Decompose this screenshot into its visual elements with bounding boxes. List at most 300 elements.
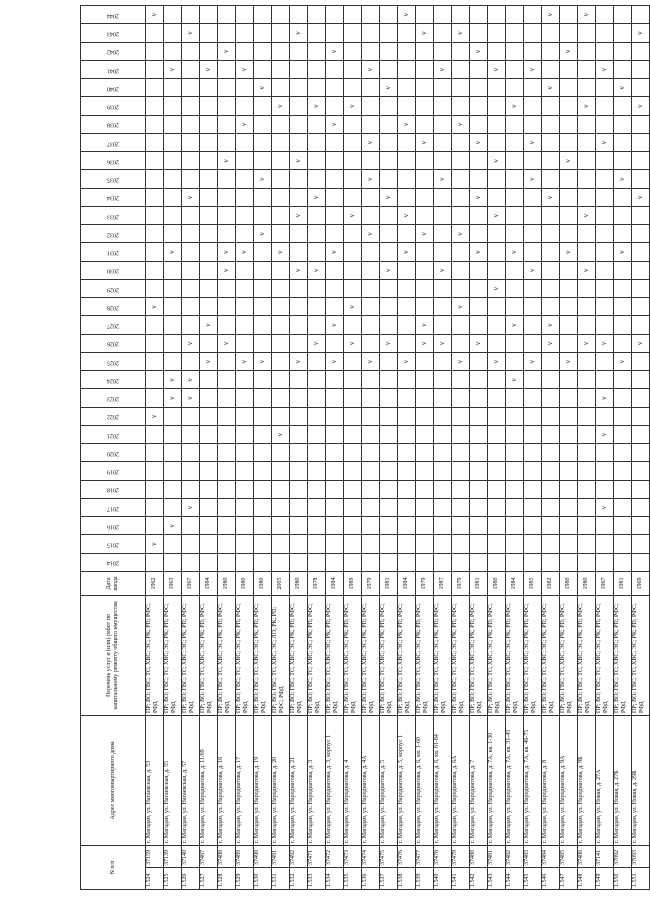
year-mark-cell [344,60,362,78]
table-header-row [81,6,146,890]
year-mark-cell [254,60,272,78]
year-mark-cell: v [326,352,344,370]
year-mark-cell [200,225,218,243]
year-mark-cell: v [362,133,380,151]
year-mark-cell [614,298,632,316]
header-year: 2040 [81,79,146,97]
year-mark-cell [380,115,398,133]
year-mark-cell: v [506,371,524,389]
works-list: ПР; ВО; ГВС; ТС; ХВС; ЭС; РК; РП; РФС; РФД [578,595,596,715]
year-mark-cell [146,79,164,97]
year-mark-cell [560,553,578,571]
year-mark-cell [344,24,362,42]
year-mark-cell: v [236,352,254,370]
year-mark-cell [398,462,416,480]
year-mark-cell: v [506,97,524,115]
year-mark-cell [578,170,596,188]
year-mark-cell [308,243,326,261]
year-mark-cell [362,115,380,133]
year-mark-cell [362,407,380,425]
table-row [254,6,272,890]
building-code: 37486 [578,845,596,867]
works-list: ПР; ВО; ГВС; ТС; ХВС; ЭС; РК; РП; РФС; РФД [290,595,308,715]
year-mark-cell [470,352,488,370]
year-mark-cell [290,279,308,297]
header-year: 2039 [81,97,146,115]
year-mark-cell: v [524,352,542,370]
year-mark-cell [614,42,632,60]
year-mark-cell [398,517,416,535]
year-mark-cell: v [200,60,218,78]
year-mark-cell [434,298,452,316]
year-mark-cell [236,462,254,480]
year-mark-cell [380,225,398,243]
year-mark-cell [470,279,488,297]
year-mark-cell [344,42,362,60]
building-code: 37480 [470,845,488,867]
year-mark-cell [452,279,470,297]
year-mark-cell [200,298,218,316]
year-mark-cell [452,6,470,24]
year-mark-cell [272,480,290,498]
year-mark-cell [614,425,632,443]
year-mark-cell [272,225,290,243]
year-mark-cell: v [416,225,434,243]
row-number: 1.534 [326,868,344,890]
year-mark-cell [146,279,164,297]
year-mark-cell [434,206,452,224]
building-address: г. Магадан, ул. Народнатова, д. 4А [362,715,380,845]
year-mark-cell [632,206,650,224]
works-list: ПР; ВО; ГВС; ТС; ХВС; ЭС; РК; РП; РФС; РФД [380,595,398,715]
year-mark-cell [614,6,632,24]
header-year: 2015 [81,535,146,553]
year-mark-cell [614,480,632,498]
table-row [218,6,236,890]
header-year: 2041 [81,60,146,78]
building-address: г. Магадан, ул. Нагаевская, д. 55 [164,715,182,845]
year-mark-cell: v [470,42,488,60]
year-mark-cell [434,535,452,553]
year-mark-cell [164,444,182,462]
year-mark-cell [596,371,614,389]
year-mark-cell [524,188,542,206]
year-mark-cell [632,298,650,316]
year-mark-cell [290,133,308,151]
year-mark-cell [488,480,506,498]
year-mark-cell [146,243,164,261]
year-mark-cell [254,425,272,443]
year-mark-cell [326,334,344,352]
year-mark-cell [272,115,290,133]
year-mark-cell [452,334,470,352]
year-mark-cell: v [596,425,614,443]
year-mark-cell [506,279,524,297]
year-mark-cell [272,133,290,151]
year-mark-cell [182,352,200,370]
year-mark-cell [380,444,398,462]
year-mark-cell [236,279,254,297]
year-mark-cell [380,535,398,553]
year-mark-cell [164,352,182,370]
year-mark-cell [434,115,452,133]
year-mark-cell [146,389,164,407]
year-mark-cell [632,152,650,170]
year-mark-cell [578,498,596,516]
header-year: 2035 [81,170,146,188]
year-mark-cell [200,425,218,443]
year-mark-cell [596,97,614,115]
year-mark-cell [218,535,236,553]
year-mark-cell [560,316,578,334]
year-mark-cell [326,444,344,462]
commission-year: 1984 [200,571,218,595]
year-mark-cell [290,553,308,571]
year-mark-cell [218,115,236,133]
year-mark-cell [164,425,182,443]
year-mark-cell [542,225,560,243]
year-mark-cell [344,535,362,553]
building-code: 37139 [164,845,182,867]
year-mark-cell: v [218,334,236,352]
year-mark-cell [236,425,254,443]
building-code: 37481 [488,845,506,867]
year-mark-cell [236,188,254,206]
commission-year: 1980 [236,571,254,595]
row-number: 1.541 [452,868,470,890]
year-mark-cell [272,24,290,42]
year-mark-cell: v [488,352,506,370]
year-mark-cell [434,352,452,370]
year-mark-cell [164,316,182,334]
year-mark-cell [506,334,524,352]
building-code: 37471 [308,845,326,867]
year-mark-cell [308,352,326,370]
year-mark-cell [308,60,326,78]
year-mark-cell [560,225,578,243]
year-mark-cell [218,480,236,498]
year-mark-cell [578,79,596,97]
year-mark-cell [434,24,452,42]
year-mark-cell [596,553,614,571]
year-mark-cell [596,206,614,224]
year-mark-cell [308,517,326,535]
year-mark-cell [596,115,614,133]
header-year: 2034 [81,188,146,206]
year-mark-cell [524,279,542,297]
year-mark-cell [416,480,434,498]
building-code: 37492 [290,845,308,867]
year-mark-cell [452,425,470,443]
row-number: 1.543 [488,868,506,890]
table-row [362,6,380,890]
year-mark-cell [182,261,200,279]
row-number: 1.524 [146,868,164,890]
year-mark-cell [164,79,182,97]
year-mark-cell [380,425,398,443]
year-mark-cell [470,206,488,224]
year-mark-cell [308,24,326,42]
year-mark-cell [524,97,542,115]
year-mark-cell [236,170,254,188]
year-mark-cell [560,24,578,42]
year-mark-cell [200,389,218,407]
year-mark-cell [344,6,362,24]
commission-year: 1984 [398,571,416,595]
year-mark-cell [362,298,380,316]
year-mark-cell [632,60,650,78]
year-mark-cell: v [560,352,578,370]
year-mark-cell: v [326,42,344,60]
year-mark-cell [452,188,470,206]
table-row [434,6,452,890]
year-mark-cell [308,498,326,516]
year-mark-cell [416,389,434,407]
year-mark-cell [470,425,488,443]
building-address: г. Магадан, ул. Нагаевская, д. 53 [146,715,164,845]
year-mark-cell [542,425,560,443]
works-list: ПР; ВО; ГВС; ТС; ХВС; ЭС; РК; РП; РФС; РФД [488,595,506,715]
year-mark-cell: v [542,188,560,206]
year-mark-cell: v [506,243,524,261]
year-mark-cell [254,206,272,224]
building-code: 37475 [380,845,398,867]
year-mark-cell [272,462,290,480]
year-mark-cell [362,517,380,535]
building-code: 37141 [596,845,614,867]
year-mark-cell [308,425,326,443]
year-mark-cell [182,407,200,425]
year-mark-cell [308,206,326,224]
year-mark-cell [362,6,380,24]
year-mark-cell [380,316,398,334]
year-mark-cell: v [326,243,344,261]
year-mark-cell: v [614,352,632,370]
year-mark-cell [470,79,488,97]
commission-year: 1979 [452,571,470,595]
year-mark-cell [524,298,542,316]
building-address: г. Магадан, ул. Народнатова, д. 7А, кв. 1-30 [488,715,506,845]
year-mark-cell [434,152,452,170]
year-mark-cell [488,42,506,60]
year-mark-cell [470,553,488,571]
year-mark-cell [164,42,182,60]
year-mark-cell [506,444,524,462]
year-mark-cell [290,425,308,443]
year-mark-cell [290,389,308,407]
building-code: 37476 [398,845,416,867]
year-mark-cell [524,498,542,516]
year-mark-cell [596,279,614,297]
year-mark-cell [578,425,596,443]
year-mark-cell [326,480,344,498]
table-row [308,6,326,890]
year-mark-cell [236,298,254,316]
year-mark-cell [632,517,650,535]
year-mark-cell: v [506,316,524,334]
year-mark-cell: v [344,97,362,115]
year-mark-cell [218,444,236,462]
year-mark-cell: v [308,188,326,206]
year-mark-cell [614,261,632,279]
table-row [632,6,650,890]
row-number: 1.533 [308,868,326,890]
row-number: 1.535 [344,868,362,890]
year-mark-cell [488,407,506,425]
year-mark-cell [434,6,452,24]
year-mark-cell [578,389,596,407]
year-mark-cell [290,243,308,261]
building-address: г. Магадан, ул. Народнатова, д. 6, кв. 1-60 [416,715,434,845]
year-mark-cell [146,553,164,571]
year-mark-cell: v [542,6,560,24]
header-year: 2019 [81,462,146,480]
year-mark-cell [290,79,308,97]
header-year: 2030 [81,261,146,279]
year-mark-cell [326,152,344,170]
year-mark-cell [614,389,632,407]
year-mark-cell [146,425,164,443]
year-mark-cell [632,462,650,480]
year-mark-cell: v [290,352,308,370]
year-mark-cell: v [272,425,290,443]
works-list: ПР; ВО; ГВС; ТС; ХВС; ЭС; РК; РП; РФС; РФД [434,595,452,715]
works-list: ПР; ВО; ГВС; ТС; ХВС; ЭС; РК; РП; РФС; РФД [362,595,380,715]
year-mark-cell [326,60,344,78]
year-mark-cell [254,316,272,334]
year-mark-cell [596,517,614,535]
year-mark-cell [470,261,488,279]
year-mark-cell [578,225,596,243]
year-mark-cell [596,535,614,553]
year-mark-cell [560,480,578,498]
year-mark-cell [326,425,344,443]
year-mark-cell [488,24,506,42]
year-mark-cell [380,6,398,24]
year-mark-cell [488,170,506,188]
year-mark-cell [362,371,380,389]
year-mark-cell [416,60,434,78]
year-mark-cell [524,407,542,425]
year-mark-cell: v [560,152,578,170]
year-mark-cell [542,498,560,516]
year-mark-cell: v [560,243,578,261]
year-mark-cell [398,334,416,352]
year-mark-cell [326,279,344,297]
building-address: г. Магадан, ул. Народнатова, д. 20 [272,715,290,845]
year-mark-cell [632,535,650,553]
header-year: 2032 [81,225,146,243]
year-mark-cell [308,553,326,571]
year-mark-cell [380,462,398,480]
header-year: 2016 [81,517,146,535]
year-mark-cell [596,152,614,170]
year-mark-cell [398,152,416,170]
year-mark-cell [560,188,578,206]
year-mark-cell [272,42,290,60]
year-mark-cell: v [488,279,506,297]
year-mark-cell [452,206,470,224]
commission-year: 2005 [272,571,290,595]
year-mark-cell [146,462,164,480]
year-mark-cell [164,97,182,115]
year-mark-cell [218,279,236,297]
year-mark-cell [506,462,524,480]
year-mark-cell [218,133,236,151]
commission-year: 1979 [416,571,434,595]
year-mark-cell [416,279,434,297]
commission-year: 1978 [308,571,326,595]
year-mark-cell [290,60,308,78]
header-year: 2042 [81,42,146,60]
year-mark-cell [452,480,470,498]
year-mark-cell [524,389,542,407]
year-mark-cell [326,498,344,516]
year-mark-cell [470,6,488,24]
building-address: г. Магадан, ул. Народнатова, д. 3, корпус 1 [326,715,344,845]
header-year: 2023 [81,389,146,407]
year-mark-cell [308,407,326,425]
year-mark-cell [578,535,596,553]
year-mark-cell [614,371,632,389]
year-mark-cell: v [164,389,182,407]
year-mark-cell [236,97,254,115]
year-mark-cell [272,371,290,389]
table-row [596,6,614,890]
year-mark-cell [200,535,218,553]
year-mark-cell [272,517,290,535]
year-mark-cell [452,316,470,334]
year-mark-cell: v [344,206,362,224]
year-mark-cell [560,517,578,535]
commission-year: 1980 [290,571,308,595]
year-mark-cell [632,6,650,24]
building-address: г. Магадан, ул. Народнатова, д. 17 [236,715,254,845]
commission-year: 1979 [362,571,380,595]
year-mark-cell [326,407,344,425]
year-mark-cell [308,6,326,24]
commission-year: 1969 [632,571,650,595]
year-mark-cell [254,6,272,24]
year-mark-cell [560,79,578,97]
year-mark-cell: v [452,115,470,133]
year-mark-cell [218,188,236,206]
year-mark-cell: v [416,133,434,151]
year-mark-cell [200,261,218,279]
year-mark-cell [218,316,236,334]
year-mark-cell [506,42,524,60]
year-mark-cell [632,480,650,498]
year-mark-cell: v [362,60,380,78]
year-mark-cell [524,371,542,389]
year-mark-cell: v [434,261,452,279]
year-mark-cell [254,407,272,425]
table-row [398,6,416,890]
year-mark-cell [182,553,200,571]
year-mark-cell [254,480,272,498]
year-mark-cell [416,188,434,206]
year-mark-cell [308,225,326,243]
year-mark-cell [200,498,218,516]
year-mark-cell [506,498,524,516]
year-mark-cell: v [488,152,506,170]
year-mark-cell [578,462,596,480]
year-mark-cell [596,225,614,243]
building-code: 37483 [524,845,542,867]
year-mark-cell [542,389,560,407]
year-mark-cell [524,444,542,462]
year-mark-cell [578,517,596,535]
